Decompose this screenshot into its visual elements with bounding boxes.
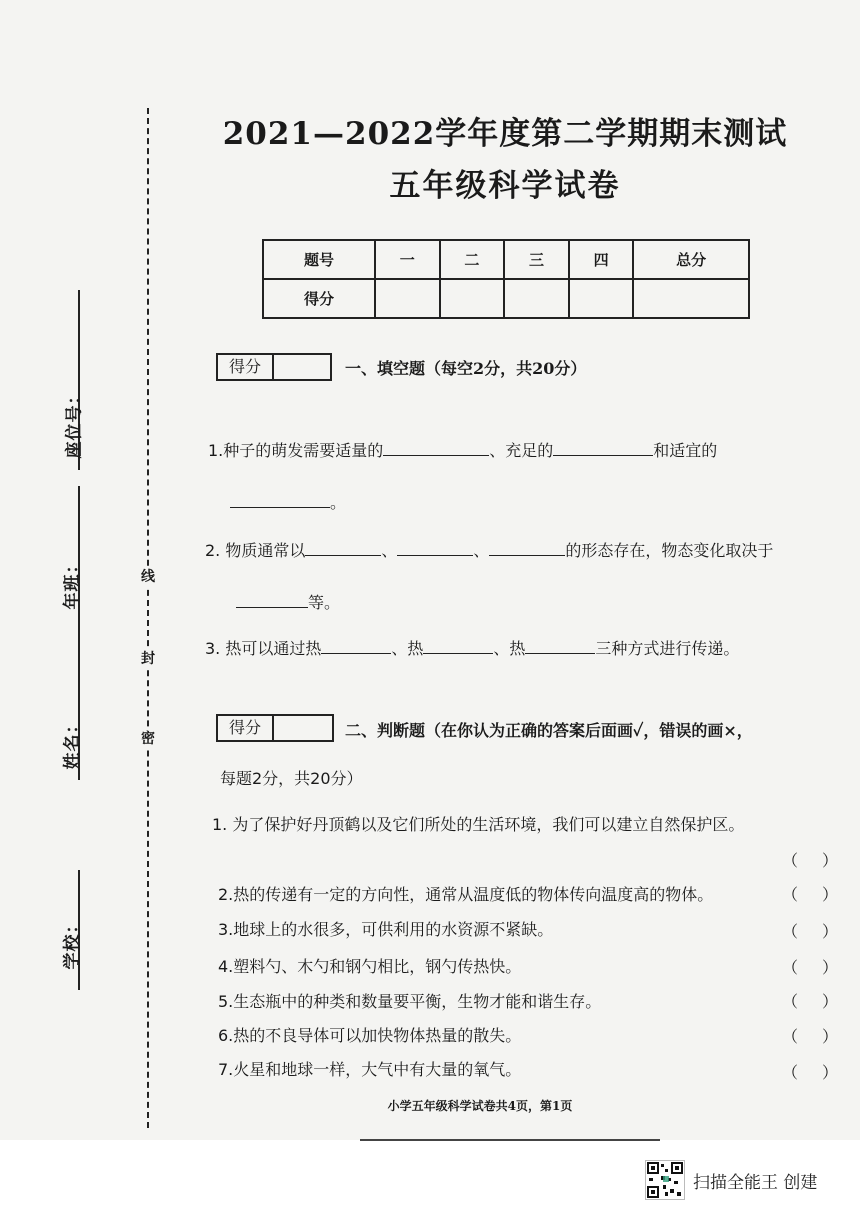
score-header-cell: 题号	[263, 240, 375, 279]
seal-char-xian: 线	[138, 566, 158, 586]
seal-char-mi: 密	[138, 728, 158, 748]
answer-blank[interactable]	[305, 539, 381, 556]
answer-blank[interactable]	[383, 439, 489, 456]
answer-paren[interactable]: （ ）	[782, 922, 838, 941]
page-footer: 小学五年级科学试卷共4页，第1页	[387, 1099, 573, 1113]
score-row-label: 得分	[263, 279, 375, 318]
score-table-header-row	[263, 240, 749, 279]
answer-blank[interactable]	[321, 637, 391, 654]
score-cell[interactable]	[504, 279, 569, 318]
seat-label: 座位号：	[64, 386, 85, 459]
fill-question-3: 3. 热可以通过热 、热 、热 三种方式进行传递。	[205, 639, 740, 658]
score-table	[262, 239, 750, 319]
fill-question-1: 1.种子的萌发需要适量的 、充足的 和适宜的	[208, 441, 718, 460]
fill-question-1-cont: 。	[230, 490, 346, 513]
judge-item-1: 1. 为了保护好丹顶鹤以及它们所处的生活环境，我们可以建立自然保护区。	[212, 815, 745, 834]
watermark-text: 扫描全能王 创建	[693, 1172, 818, 1193]
section1-score-label: 得分	[218, 355, 274, 379]
qr-code-icon	[645, 1160, 685, 1200]
score-header-cell: 一	[375, 240, 440, 279]
answer-blank[interactable]	[230, 491, 330, 508]
answer-paren[interactable]: （ ）	[782, 1063, 838, 1082]
judge-item-7: 7.火星和地球一样，大气中有大量的氧气。	[218, 1060, 522, 1079]
section1-title: 一、填空题（每空2分，共20分）	[345, 359, 587, 378]
score-header-cell: 总分	[633, 240, 749, 279]
score-table-score-row	[263, 279, 749, 318]
score-cell[interactable]	[440, 279, 505, 318]
class-label: 年班：	[62, 555, 83, 610]
answer-blank[interactable]	[397, 539, 473, 556]
judge-item-4: 4.塑料勺、木勺和钢勺相比，钢勺传热快。	[218, 957, 522, 976]
exam-title: 2021—2022学年度第二学期期末测试	[222, 116, 788, 152]
section1-score-box	[216, 353, 332, 381]
score-cell[interactable]	[375, 279, 440, 318]
answer-paren[interactable]: （ ）	[782, 1027, 838, 1046]
school-label: 学校：	[62, 915, 83, 970]
seal-dashed-line	[147, 108, 149, 1128]
answer-blank[interactable]	[236, 591, 308, 608]
answer-blank[interactable]	[489, 539, 565, 556]
answer-blank[interactable]	[525, 637, 595, 654]
name-label: 姓名：	[62, 715, 83, 770]
answer-paren[interactable]: （ ）	[782, 885, 838, 904]
judge-item-3: 3.地球上的水很多，可供利用的水资源不紧缺。	[218, 920, 554, 939]
judge-item-6: 6.热的不良导体可以加快物体热量的散失。	[218, 1026, 522, 1045]
answer-blank[interactable]	[423, 637, 493, 654]
section2-title-cont: 每题2分，共20分）	[220, 769, 363, 788]
section2-title: 二、判断题（在你认为正确的答案后面画✓，错误的画×，	[345, 721, 753, 740]
exam-subtitle: 五年级科学试卷	[389, 168, 621, 204]
score-header-cell: 二	[440, 240, 505, 279]
scanner-watermark	[645, 1160, 817, 1200]
seal-char-feng: 封	[138, 648, 158, 668]
answer-blank[interactable]	[553, 439, 653, 456]
judge-item-5: 5.生态瓶中的种类和数量要平衡，生物才能和谐生存。	[218, 992, 602, 1011]
fill-question-2-cont: 等。	[236, 590, 340, 613]
score-cell[interactable]	[633, 279, 749, 318]
score-cell[interactable]	[569, 279, 634, 318]
score-header-cell: 三	[504, 240, 569, 279]
answer-paren[interactable]: （ ）	[782, 958, 838, 977]
answer-paren[interactable]: （ ）	[782, 851, 838, 870]
footer-rule	[360, 1139, 660, 1141]
fill-question-2: 2. 物质通常以 、 、 的形态存在，物态变化取决于	[205, 541, 774, 560]
section2-score-box	[216, 714, 334, 742]
answer-paren[interactable]: （ ）	[782, 992, 838, 1011]
score-header-cell: 四	[569, 240, 634, 279]
section2-score-label: 得分	[218, 716, 274, 740]
judge-item-2: 2.热的传递有一定的方向性，通常从温度低的物体传向温度高的物体。	[218, 885, 714, 904]
